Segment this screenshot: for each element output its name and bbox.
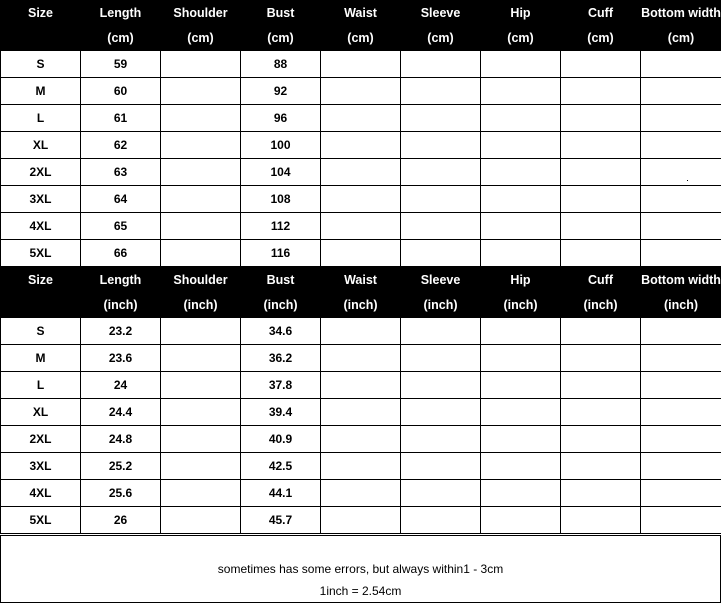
measurement-cell [161,480,241,507]
measurement-cell [561,159,641,186]
column-header: Size [1,267,81,292]
table-row [1,186,721,213]
measurement-cell [401,345,481,372]
size-chart-inch-table [0,267,721,534]
measurement-cell [401,213,481,240]
size-label-cell: 4XL [1,480,81,507]
table-row [1,51,721,78]
measurement-cell: 26 [81,507,161,534]
table-row [1,132,721,159]
table-row [1,240,721,267]
measurement-cell [641,453,721,480]
measurement-cell [481,372,561,399]
table-row [1,426,721,453]
measurement-cell [481,186,561,213]
measurement-cell [161,132,241,159]
measurement-cell [161,159,241,186]
measurement-cell [161,240,241,267]
size-label-cell: XL [1,132,81,159]
column-header: Bottom width [641,267,721,292]
table-row [1,105,721,132]
measurement-cell: 108 [241,186,321,213]
size-label-cell: 5XL [1,507,81,534]
measurement-cell [401,399,481,426]
measurement-cell [401,105,481,132]
measurement-cell: 44.1 [241,480,321,507]
size-label-cell: M [1,345,81,372]
measurement-cell [561,240,641,267]
size-label-cell: 5XL [1,240,81,267]
measurement-cell: 24 [81,372,161,399]
conversion-note: 1inch = 2.54cm [319,584,402,598]
column-unit: (cm) [321,25,401,51]
measurement-cell [161,372,241,399]
measurement-cell: 60 [81,78,161,105]
measurement-cell: 96 [241,105,321,132]
measurement-cell [321,372,401,399]
size-label-cell: 2XL [1,159,81,186]
measurement-cell [641,105,721,132]
measurement-cell [641,240,721,267]
measurement-cell [321,453,401,480]
table-row [1,318,721,345]
measurement-cell [161,426,241,453]
measurement-cell: 42.5 [241,453,321,480]
size-label-cell: 2XL [1,426,81,453]
measurement-cell: 112 [241,213,321,240]
measurement-cell [561,345,641,372]
measurement-cell [321,426,401,453]
column-unit: (cm) [81,25,161,51]
table-row [1,345,721,372]
measurement-cell: 104 [241,159,321,186]
header-row [1,0,721,25]
column-unit: (inch) [321,292,401,318]
column-header: Length [81,0,161,25]
measurement-cell [561,105,641,132]
measurement-cell [161,318,241,345]
column-unit: (inch) [561,292,641,318]
table-row [1,213,721,240]
table-row [1,453,721,480]
measurement-cell [481,105,561,132]
measurement-cell: 23.6 [81,345,161,372]
measurement-cell [401,426,481,453]
measurement-cell [161,105,241,132]
column-header: Hip [481,0,561,25]
measurement-cell: 92 [241,78,321,105]
column-header: Length [81,267,161,292]
measurement-cell: 45.7 [241,507,321,534]
measurement-cell: 24.8 [81,426,161,453]
measurement-cell [561,318,641,345]
measurement-cell [401,507,481,534]
column-unit: (cm) [241,25,321,51]
measurement-cell [561,51,641,78]
measurement-cell [641,51,721,78]
table-row [1,507,721,534]
table-row [1,399,721,426]
measurement-cell [321,318,401,345]
measurement-cell [561,132,641,159]
column-unit: (inch) [401,292,481,318]
size-label-cell: M [1,78,81,105]
column-header: Sleeve [401,0,481,25]
measurement-cell [561,78,641,105]
table-row [1,159,721,186]
measurement-cell [641,318,721,345]
measurement-cell [161,51,241,78]
measurement-cell: 37.8 [241,372,321,399]
measurement-cell [161,213,241,240]
measurement-cell [401,372,481,399]
column-unit: (cm) [161,25,241,51]
column-header: Size [1,0,81,25]
column-unit: (inch) [161,292,241,318]
column-unit: (cm) [641,25,721,51]
measurement-cell [321,240,401,267]
column-header: Bottom width [641,0,721,25]
measurement-cell: 25.6 [81,480,161,507]
measurement-cell [561,213,641,240]
measurement-cell [161,399,241,426]
measurement-cell [321,78,401,105]
column-header: Shoulder [161,267,241,292]
measurement-cell [641,372,721,399]
measurement-cell [321,132,401,159]
measurement-cell [561,453,641,480]
measurement-cell [561,507,641,534]
measurement-cell [561,426,641,453]
measurement-cell [321,480,401,507]
measurement-cell [481,159,561,186]
size-label-cell: L [1,105,81,132]
measurement-cell [481,345,561,372]
measurement-cell: 23.2 [81,318,161,345]
measurement-cell [641,399,721,426]
measurement-cell [481,240,561,267]
measurement-cell [641,345,721,372]
size-label-cell: 4XL [1,213,81,240]
measurement-cell [641,186,721,213]
measurement-cell [321,51,401,78]
measurement-cell [401,480,481,507]
measurement-cell: 62 [81,132,161,159]
measurement-cell [481,453,561,480]
measurement-cell: 64 [81,186,161,213]
unit-row [1,292,721,318]
measurement-cell [561,399,641,426]
measurement-cell [561,480,641,507]
column-header: Cuff [561,267,641,292]
measurement-cell [641,507,721,534]
measurement-cell: 34.6 [241,318,321,345]
measurement-cell [321,399,401,426]
measurement-cell: 40.9 [241,426,321,453]
measurement-cell [401,78,481,105]
measurement-cell [641,213,721,240]
column-unit [1,292,81,318]
size-label-cell: S [1,51,81,78]
column-unit [1,25,81,51]
measurement-cell [321,186,401,213]
measurement-cell [481,51,561,78]
measurement-cell [481,399,561,426]
measurement-cell: 61 [81,105,161,132]
measurement-cell: 88 [241,51,321,78]
column-header: Waist [321,267,401,292]
measurement-cell: 66 [81,240,161,267]
column-header: Cuff [561,0,641,25]
measurement-cell [161,507,241,534]
measurement-cell [481,426,561,453]
column-unit: (cm) [401,25,481,51]
table-row [1,78,721,105]
measurement-cell [321,507,401,534]
measurement-cell [321,159,401,186]
measurement-cell [161,345,241,372]
size-label-cell: 3XL [1,453,81,480]
column-unit: (inch) [81,292,161,318]
size-label-cell: S [1,318,81,345]
size-chart-cm-table [0,0,721,267]
column-unit: (cm) [481,25,561,51]
column-header: Shoulder [161,0,241,25]
measurement-cell [321,105,401,132]
measurement-cell [481,318,561,345]
measurement-cell [401,318,481,345]
column-unit: (inch) [481,292,561,318]
column-header: Waist [321,0,401,25]
measurement-cell: 36.2 [241,345,321,372]
measurement-cell [161,186,241,213]
measurement-cell: 24.4 [81,399,161,426]
measurement-cell [641,480,721,507]
measurement-cell [561,186,641,213]
measurement-cell [161,78,241,105]
measurement-cell [481,132,561,159]
column-header: Bust [241,267,321,292]
table-row [1,372,721,399]
header-row [1,267,721,292]
measurement-cell [401,240,481,267]
notes-box [0,535,721,603]
error-note: sometimes has some errors, but always within1 - 3cm [217,562,504,576]
table-row [1,480,721,507]
measurement-cell [641,78,721,105]
stray-dot [687,180,688,181]
measurement-cell [641,426,721,453]
measurement-cell [321,345,401,372]
column-unit: (inch) [641,292,721,318]
measurement-cell [401,186,481,213]
measurement-cell [481,480,561,507]
column-unit: (inch) [241,292,321,318]
measurement-cell [401,51,481,78]
column-header: Sleeve [401,267,481,292]
measurement-cell [641,159,721,186]
unit-row [1,25,721,51]
column-header: Bust [241,0,321,25]
measurement-cell [161,453,241,480]
measurement-cell: 100 [241,132,321,159]
measurement-cell [401,132,481,159]
measurement-cell: 25.2 [81,453,161,480]
column-unit: (cm) [561,25,641,51]
measurement-cell [401,159,481,186]
column-header: Hip [481,267,561,292]
measurement-cell [641,132,721,159]
size-label-cell: XL [1,399,81,426]
size-label-cell: L [1,372,81,399]
measurement-cell [561,372,641,399]
measurement-cell: 65 [81,213,161,240]
measurement-cell: 39.4 [241,399,321,426]
measurement-cell [481,507,561,534]
measurement-cell: 63 [81,159,161,186]
measurement-cell [401,453,481,480]
measurement-cell [481,78,561,105]
measurement-cell [481,213,561,240]
measurement-cell: 116 [241,240,321,267]
size-label-cell: 3XL [1,186,81,213]
measurement-cell: 59 [81,51,161,78]
measurement-cell [321,213,401,240]
